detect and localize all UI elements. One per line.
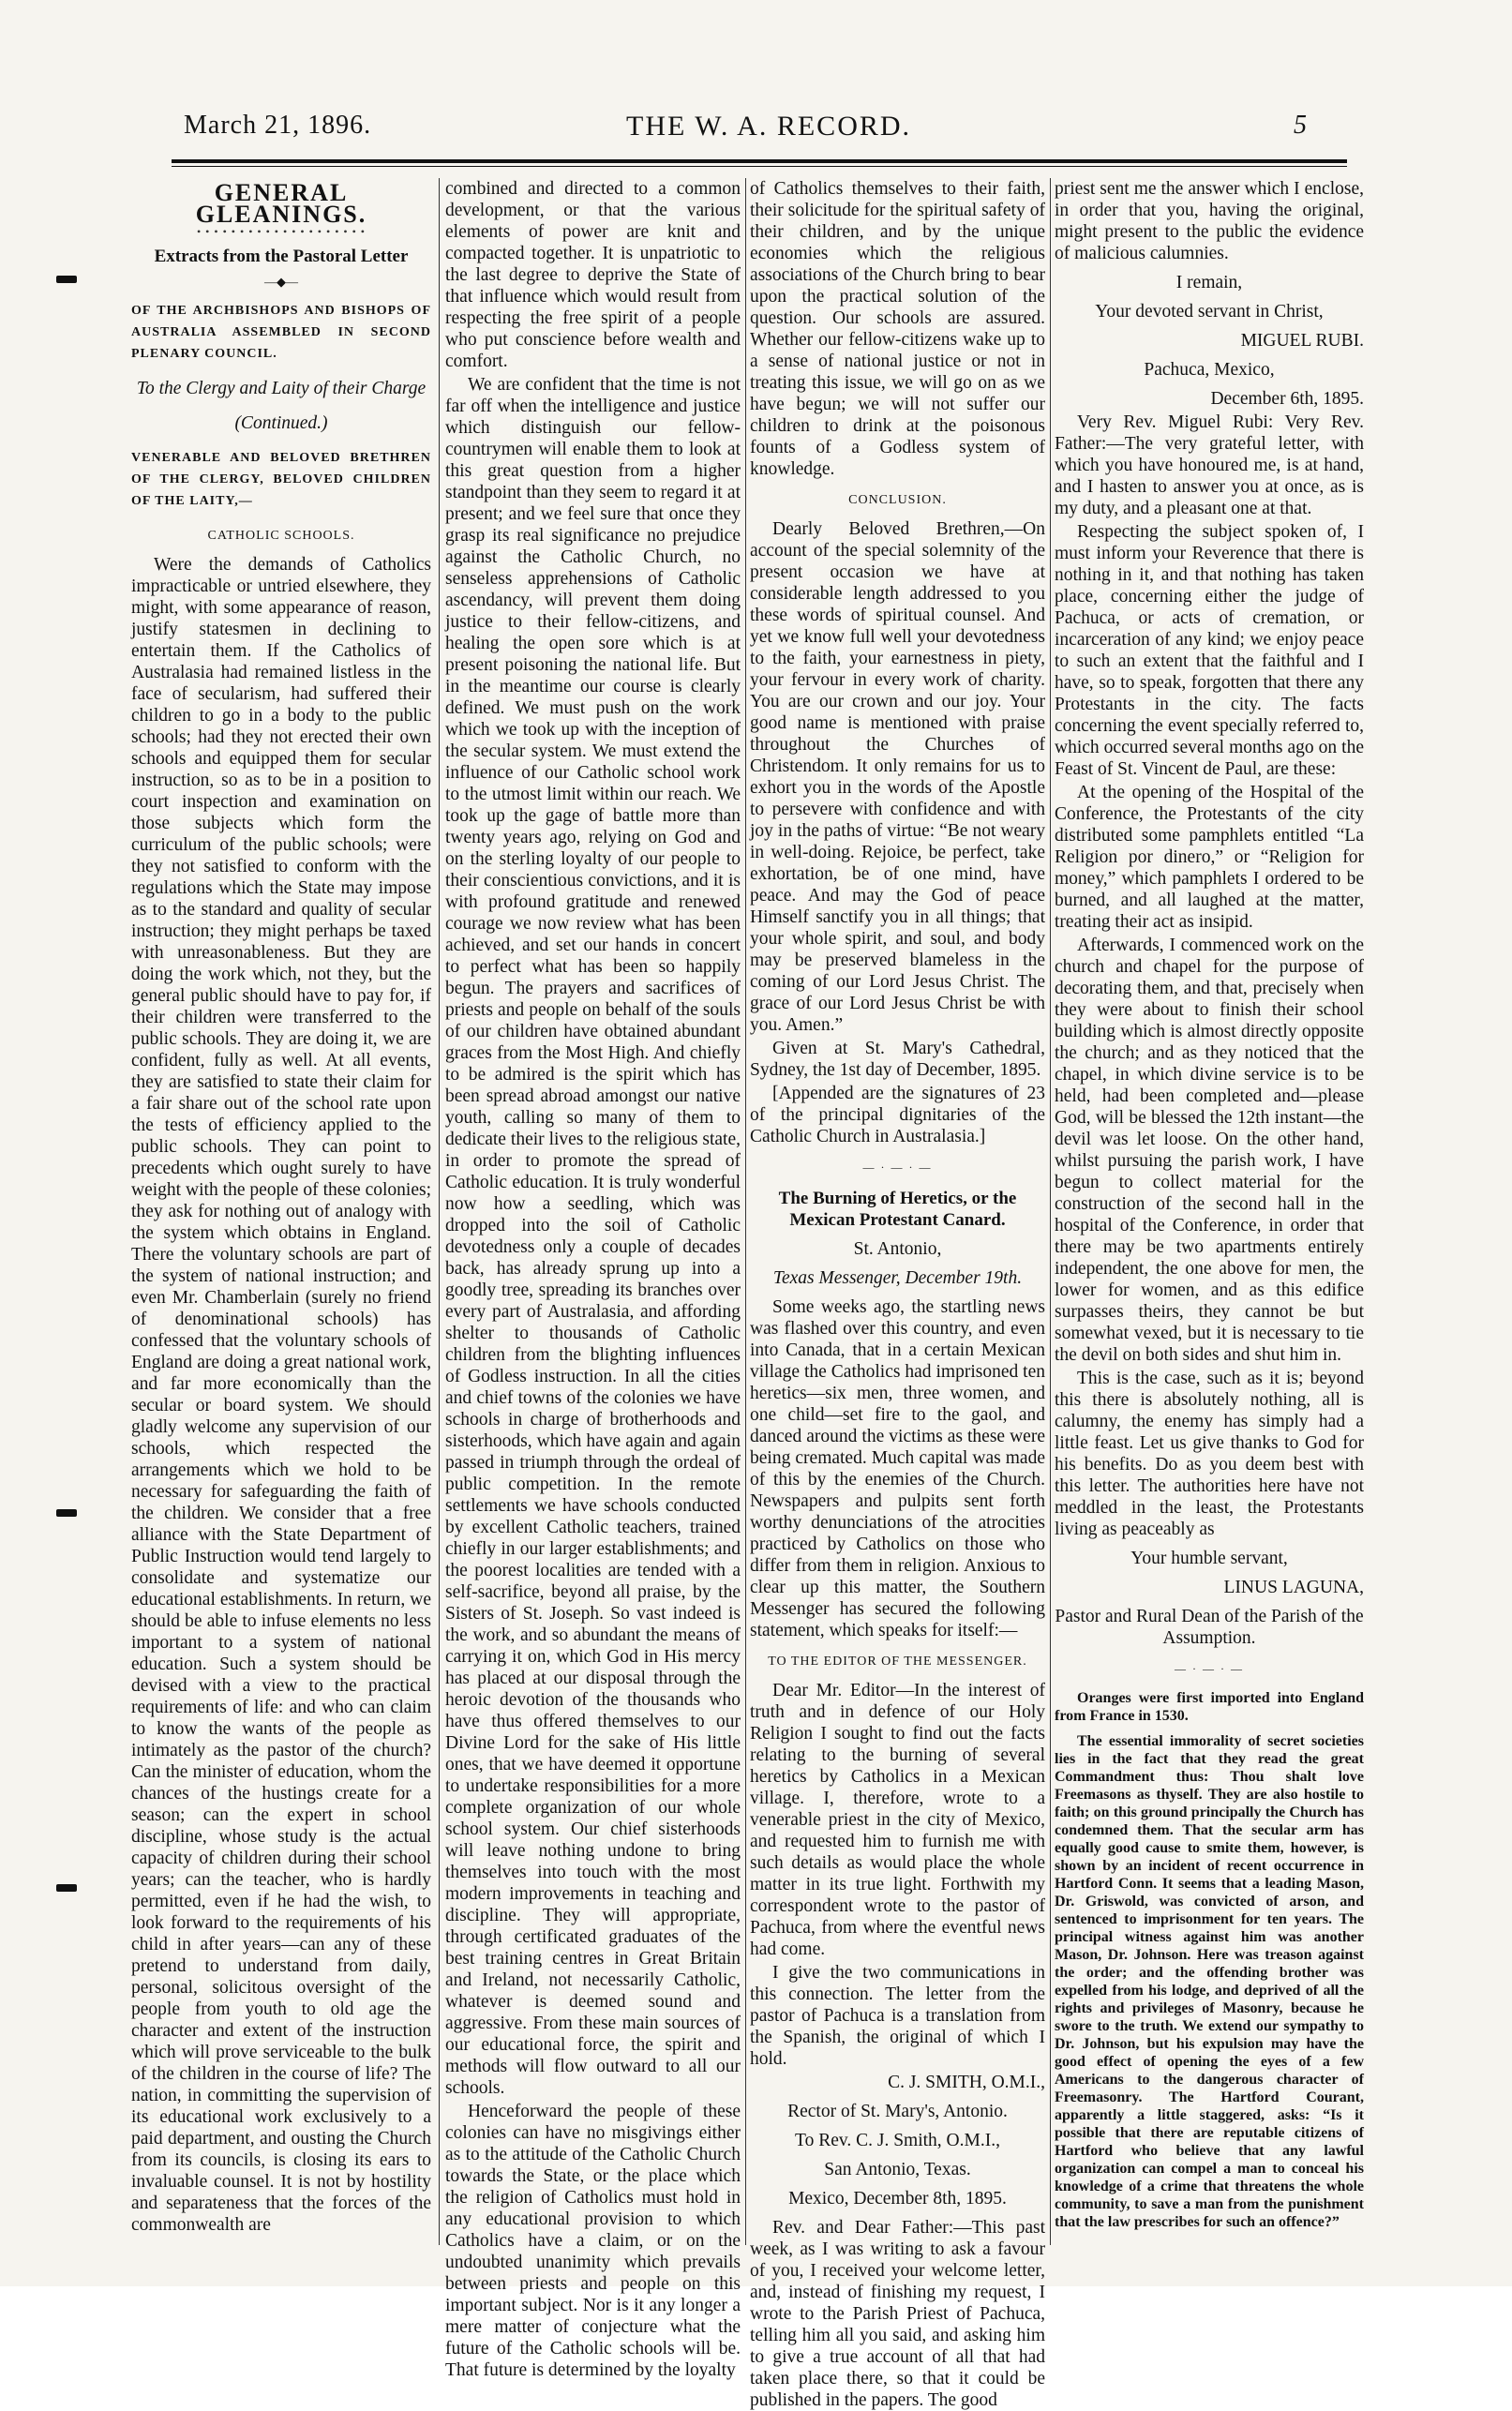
signature: MIGUEL RUBI. <box>1240 331 1364 351</box>
address-line: To Rev. C. J. Smith, O.M.I., <box>795 2131 1000 2150</box>
binding-mark <box>56 1509 77 1517</box>
paragraph: I give the two communications in this connection. The letter from the pastor of Pachuca is a translation from the Spanish, the original of which I hold. <box>750 1963 1045 2069</box>
note-text: Oranges were first imported into England from France in 1530. <box>1055 1690 1364 1724</box>
paragraph: Were the demands of Catholics impracticable or untried elsewhere, they might, with some appearance of reason, justify statesmen in declining to entertain them. If the Catholics of Australasia had remained listless in the face of secularism, had suffered their children to go in a body to the public schools; had they not erected their own schools and equipped them for secular instruction, so as to be in a position to court inspection and examination on those subjects which form the curriculum of the public schools; were they not satisfied to conform with the regulations which the State may impose as to the standard and quality of secular instruction; they might perhaps be taxed with unreasonableness. But they are doing the work which, not they, but the general public should have to pay for, if their children were transferred to the public schools. They are doing it, we are confident, fully as well. At all events, they are satisfied to state their claim for a fair share out of the school rate upon the tests of efficiency applied to the public schools. They can point to precedents which ought surely to have weight with the people of these colonies; they ask for nothing out of analogy with the system which obtains in England. There the voluntary schools are part of the system of national instruction; and even Mr. Chamberlain (surely no friend of denominational schools) has confessed that the voluntary schools of England are doing a great national work, and far more economically than the secular or board system. We should gladly welcome any supervision of our schools, which respected the arrangements which we hold to be necessary for safeguarding the faith of the children. We consider that a free alliance with the State Department of Public Instruction would tend largely to consolidate and systematize our educational establishments. In return, we should be able to infuse elements no less important to a system of national education. Such a system should be devised with a view to the practical requirements of life: and who can claim to know the wants of the people as intimately as the pastor of the church? Can the minister of education, whom the chances of the hustings create for a season; can the expert in school discipline, whose study is the actual capacity of children during their school years; can the teacher, who is hardly permitted, even if he had the wish, to look forward to the requirements of his child in after years—can any of these pretend to understand from daily, personal, solicitous oversight of the people from youth to old age the character and extent of the instruction which will prove serviceable to the bulk of the children in the course of life? The nation, in committing the supervision of its educational work exclusively to a paid department, and ousting the Church from its councils, is closing its ears to invaluable counsel. It is not by hostility and separateness that the forces of the commonwealth are <box>131 555 431 2235</box>
paragraph: Given at St. Mary's Cathedral, Sydney, the 1st day of December, 1895. <box>750 1039 1045 1080</box>
separator: — · — · — <box>1175 1662 1244 1675</box>
section-title: CONCLUSION. <box>848 493 947 507</box>
masthead-rule-thin <box>172 166 1347 167</box>
paragraph: Afterwards, I commenced work on the church and chapel for the purpose of decorating them, and that, precisely when they were about to finish their school building which is almost directly opposite the church; and as they noticed that the chapel, in which divine service is to be held, had been completed and—please God, will be blessed the 12th instant—the devil was let loose. On the other hand, whilst pursuing the parish work, I have begun to collect material for the construction of the second hall in the hospital of the Conference, in order that there may be two apartments entirely independent, the one above for men, the lower for women, and as this edifice surpasses theirs, they cannot be but somewhat vexed, but it is necessary to tie the devil on both sides and shut him in. <box>1055 936 1364 1365</box>
signature-title: Rector of St. Mary's, Antonio. <box>787 2102 1008 2121</box>
paragraph: Rev. and Dear Father:—This past week, as I was writing to ask a favour of you, I received your welcome letter, and, instead of finishing my request, I wrote to the Parish Priest of Pachuca, telling him all you said, and asking him to give a true account of all that had taken place there, so that it could be published in the papers. The good <box>750 2218 1045 2410</box>
signature: C. J. SMITH, O.M.I., <box>888 2073 1045 2092</box>
paragraph: Very Rev. Miguel Rubi: Very Rev. Father:—The very grateful letter, with which you have honoured me, is at hand, and I hasten to answer you at once, as is my duty, and a pleasant one at that. <box>1055 412 1364 518</box>
paragraph: priest sent me the answer which I enclose, in order that you, having the original, might present to the public the evidence of malicious calumnies. <box>1055 179 1364 263</box>
address-line: San Antonio, Texas. <box>824 2160 971 2179</box>
continued-note: (Continued.) <box>234 413 328 433</box>
masthead-rule <box>172 159 1347 163</box>
article-subtitle: OF THE ARCHBISHOPS AND BISHOPS OF AUSTRALIA ASSEMBLED IN SECOND PLENARY COUNCIL. <box>131 304 431 361</box>
dateline-source: Texas Messenger, December 19th. <box>772 1268 1023 1288</box>
paragraph: combined and directed to a common development, or that the various elements of power are knit and compacted together. It is unpatriotic to the last degree to deprive the State of that influence which would result from respecting the free spirit of a people who put conscience before wealth and comfort. <box>445 179 741 371</box>
address-line: Mexico, December 8th, 1895. <box>788 2189 1007 2209</box>
diamond-ornament-icon: —◆— <box>264 275 298 289</box>
section-title: CATHOLIC SCHOOLS. <box>207 529 355 543</box>
masthead-title: THE W. A. RECORD. <box>626 111 912 142</box>
signature: LINUS LAGUNA, <box>1223 1578 1364 1597</box>
salutation: VENERABLE AND BELOVED BRETHREN OF THE CLERGY, BELOVED CHILDREN OF THE LAITY,— <box>131 451 431 508</box>
closing-line: Your humble servant, <box>1130 1549 1288 1568</box>
column-3 <box>750 178 1045 2410</box>
closing-line: Your devoted servant in Christ, <box>1095 302 1324 322</box>
paragraph: At the opening of the Hospital of the Conference, the Protestants of the city distributed some pamphlets entitled “La Religion por dinero,” or “Religion for money,” which pamphlets I ordered to be burned, and all laughed at the matter, treating their act as insipid. <box>1055 783 1364 932</box>
note <box>1055 1732 1364 2231</box>
letter-date: December 6th, 1895. <box>1210 389 1364 409</box>
letter-place: Pachuca, Mexico, <box>1144 360 1275 380</box>
column-rule <box>1050 178 1051 2245</box>
note-text: The essential immorality of secret societies lies in the fact that they read the great Commandment thus: Thou shalt love Freemasons as thyself. They are also hostile to faith; on this ground principally the Church has condemned them. That the secular arm has equally good cause to smite them, however, is shown by an incident of recent occurrence in Hartford Conn. It seems that a leading Mason, Dr. Griswold, was convicted of arson, and sentenced to imprisonment for ten years. The principal witness against him was another Mason, Dr. Johnson. Here was treason against the order; and the offending brother was expelled from his lodge, and deprived of all the rights and privileges of Masonry, because he swore to the truth. We extend our sympathy to Dr. Johnson, but his expulsion may have the good effect of opening the eyes of a few Americans to the dangerous character of Freemasonry. The Hartford Courant, apparently a little staggered, asks: “Is it possible that there are reputable citizens of Hartford who believe that any lawful organization can compel a man to conceal his knowledge of a crime that threatens the whole community, to save a man from the punishment that the law prescribes for such an offence?” <box>1055 1733 1364 2230</box>
paragraph: Dear Mr. Editor—In the interest of truth and in defence of our Holy Religion I sought to find out the facts relating to the burning of several heretics by Catholics in a Mexican village. I, therefore, wrote to a venerable priest in the city of Mexico, and requested him to furnish me with such details as would place the whole matter in its true light. Forthwith my correspondent wrote to the pastor of Pachuca, from where the eventful news had come. <box>750 1681 1045 1959</box>
paragraph: Some weeks ago, the startling news was flashed over this country, and even into Canada, that in a certain Mexican village the Catholics had imprisoned ten heretics—six men, three women, and one child—set fire to the gaol, and danced around the victims as these were being cremated. Much capital was made of this by the enemies of the Church. Newspapers and pulpits sent forth worthy denunciations of the atrocities practiced by Catholics on those who differ from them in religion. Anxious to clear up this matter, the Southern Messenger has secured the following statement, which speaks for itself:— <box>750 1297 1045 1640</box>
decorative-dot-rule: • • • • • • • • • • • • • • • • • • • • <box>196 225 367 238</box>
note <box>1055 1689 1364 1725</box>
paragraph: Dearly Beloved Brethren,—On account of the special solemnity of the present occasion we have at considerable length addressed to you these words of spiritual counsel. And yet we know full well your devotedness to the faith, your earnestness in piety, your fervour in every work of charity. You are our crown and our joy. Your good name is mentioned with praise throughout the Churches of Christendom. It only remains for us to exhort you in the words of the Apostle to persevere with confidence and with joy in the paths of virtue: “Be not weary in well-doing. Rejoice, be perfect, take exhortation, be of one mind, have peace. And may the God of peace Himself sanctify you in all things; that your whole spirit, and soul, and body may be preserved blameless in the coming of our Lord Jesus Christ. The grace of our Lord Jesus Christ be with you. Amen.” <box>750 519 1045 1035</box>
article-heading: Extracts from the Pastoral Letter <box>154 247 409 266</box>
column-2 <box>445 178 741 2380</box>
paragraph: Henceforward the people of these colonies can have no misgivings either as to the attitude of the Catholic Church towards the State, or the place which the religion of Catholics must hold in any educational provision to which Catholics have a claim, or on the undoubted unanimity which prevails between priests and people on this important subject. Nor is it any longer a mere matter of conjecture what the future of the Catholic schools will be. That future is determined by the loyalty <box>445 2102 741 2380</box>
paragraph: [Appended are the signatures of 23 of the principal dignitaries of the Catholic Church in Australasia.] <box>750 1084 1045 1146</box>
section-title: TO THE EDITOR OF THE MESSENGER. <box>768 1655 1027 1669</box>
dateline-place: St. Antonio, <box>853 1239 942 1259</box>
column-4 <box>1055 178 1364 2250</box>
section-heading: GENERAL GLEANINGS. <box>195 179 367 228</box>
article-heading: The Burning of Heretics, or the Mexican Protestant Canard. <box>778 1189 1017 1230</box>
column-1 <box>131 178 431 2250</box>
column-rule <box>745 178 746 2245</box>
closing-line: I remain, <box>1175 273 1243 292</box>
to-line: To the Clergy and Laity of their Charge <box>136 379 427 398</box>
binding-mark <box>56 276 77 283</box>
signature-title: Pastor and Rural Dean of the Parish of the Assumption. <box>1055 1607 1364 1648</box>
paragraph: of Catholics themselves to their faith, their solicitude for the spiritual safety of their children, and by the unique economies which the religious associations of the Church bring to bear upon the practical solution of the question. Our schools are assured. Whether our fellow-citizens wake up to a sense of national justice or not in treating this issue, we will go on as we have begun; we will not suffer our children to drink at the poisonous founts of a Godless system of knowledge. <box>750 179 1045 479</box>
binding-mark <box>56 1884 77 1892</box>
masthead-page-number: 5 <box>1294 111 1308 140</box>
paragraph: We are confident that the time is not far off when the intelligence and justice which distinguish our fellow-countrymen will enable them to look at this great question from a higher standpoint than they seem to regard it at present; and we feel sure that once they grasp its real significance no prejudice against the Catholic Church, no senseless apprehensions of Catholic ascendancy, will prevent them doing justice to their fellow-citizens, and healing the open sore which is at present poisoning the national life. But in the meantime our course is clearly defined. We must push on the work which we took up with the inception of the secular system. We must extend the influence of our Catholic school work to the utmost limit within our reach. We took up the gage of battle more than twenty years ago, relying on God and on the sterling loyalty of our people to their conscientious convictions, and it is with profound gratitude and renewed courage we now review what has been achieved, and set our hands in concert to perfect what has been so happily begun. The prayers and sacrifices of priests and people on behalf of the souls of our children have obtained abundant graces from the Most High. And chiefly to be admired is the spirit which has been spread abroad amongst our native youth, calling so many of them to dedicate their lives to the religious state, in order to promote the spread of Catholic education. It is truly wonderful now how a seedling, which was dropped into the soil of Catholic devotedness only a couple of decades back, has already sprung up into a goodly tree, spreading its branches over every part of Australasia, and affording shelter to thousands of Catholic children from the blighting influences of Godless instruction. In all the cities and chief towns of the colonies we have schools in charge of brotherhoods and sisterhoods, which have again and again passed in triumph through the ordeal of public competition. In the remote settlements we have schools conducted by excellent Catholic teachers, trained chiefly in our larger establishments; and the poorest localities are tended with a self-sacrifice, beyond all praise, by the Sisters of St. Joseph. So vast indeed is the work, and so abundant the means of carrying it on, which God in His mercy has placed at our disposal through the heroic devotion of the thousands who have thus offered themselves to our Divine Lord for the sake of His little ones, that we have deemed it opportune to undertake responsibilities for a more complete organization of our whole school system. Our chief sisterhoods will leave nothing undone to bring themselves into touch with the most modern improvements in teaching and discipline. They will appropriate, through certificated graduates of the best training centres in Great Britain and Ireland, not necessarily Catholic, whatever is deemed sound and aggressive. From these main sources of our educational force, the spirit and methods will flow outward to all our schools. <box>445 375 741 2098</box>
paragraph: This is the case, such as it is; beyond this there is absolutely nothing, all is calumny, the enemy has simply had a little feast. Let us give thanks to God for his benefits. Do as you deem best with this letter. The authorities here have not meddled in the least, the Protestants living as peaceably as <box>1055 1369 1364 1539</box>
separator: — · — · — <box>862 1161 933 1174</box>
masthead-date: March 21, 1896. <box>184 111 372 140</box>
paragraph: Respecting the subject spoken of, I must inform your Reverence that there is nothing in it, and that nothing has taken place, concerning either the judge of Pachuca, or acts of cremation, or incarceration of any kind; we enjoy peace to such an extent that the faithful and I have, so to speak, forgotten that there any Protestants in the city. The facts concerning the event specially referred to, which occurred several months ago on the Feast of St. Vincent de Paul, are these: <box>1055 522 1364 779</box>
column-rule <box>439 178 440 2245</box>
